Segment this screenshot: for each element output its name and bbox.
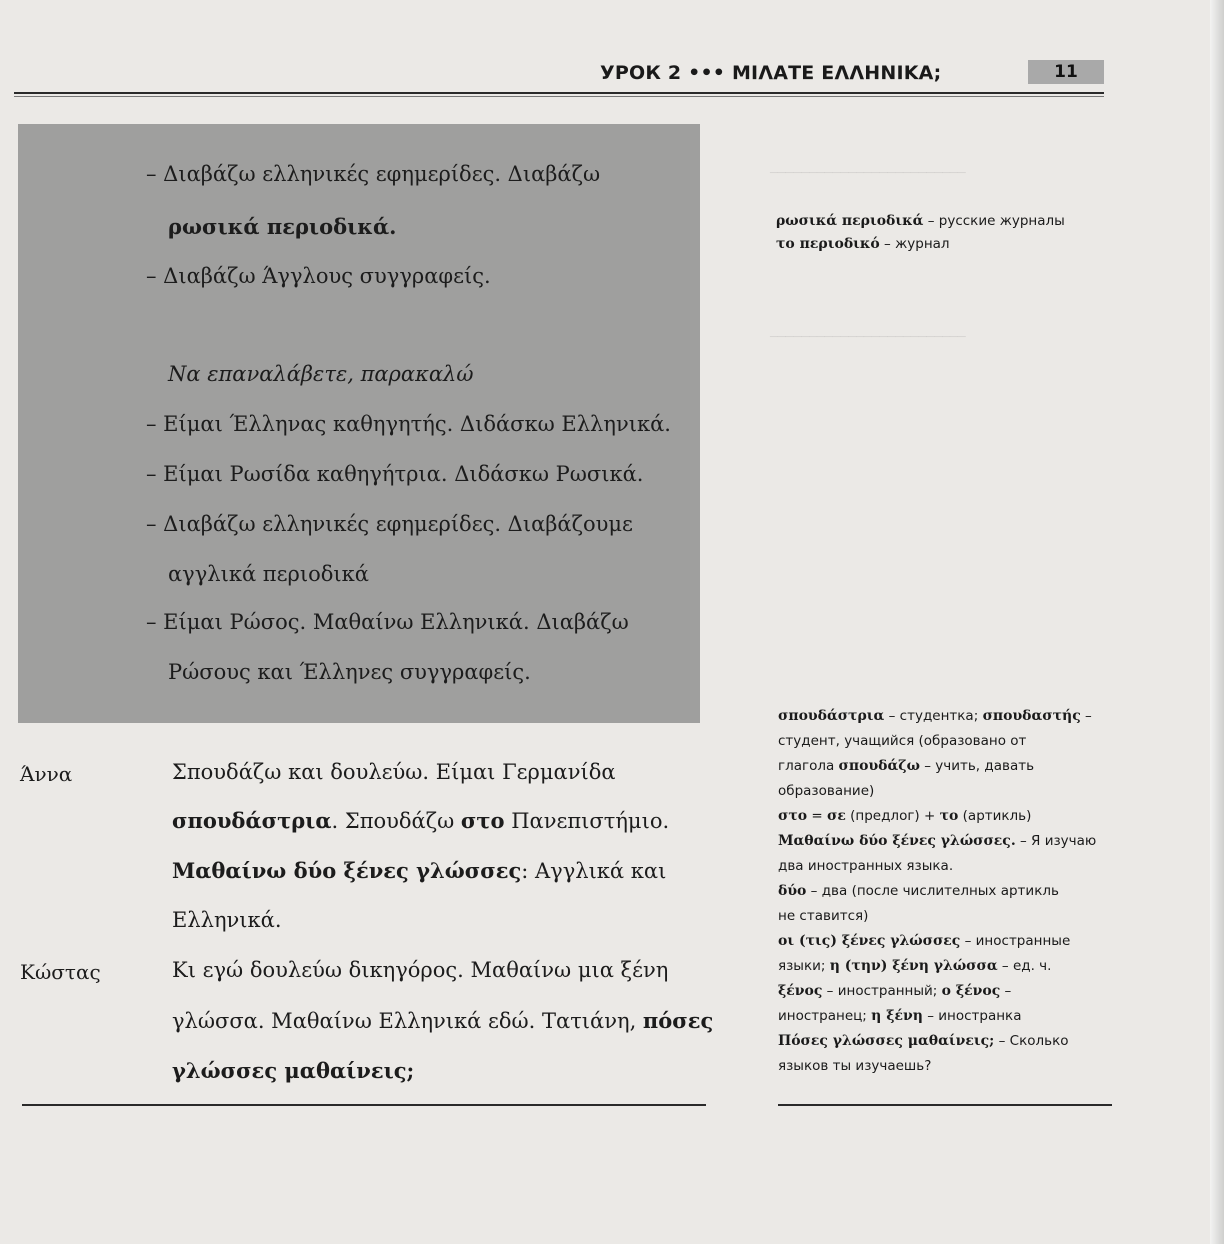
note-bottom-3: глагола σπουδάζω – учить, давать: [778, 758, 1035, 774]
note-bottom-1: σπουδάστρια – студентка; σπουδαστής –: [778, 708, 1092, 724]
note-bottom-14: Πόσες γλώσσες μαθαίνεις; – Сколько: [778, 1033, 1069, 1049]
dialogue-line-5: Κι εγώ δουλεύω δικηγόρος. Μαθαίνω μια ξένη: [172, 958, 669, 982]
box-line-10: Ρώσους και Έλληνες συγγραφείς.: [168, 660, 531, 684]
note-bottom-15: языков ты изучаешь?: [778, 1058, 932, 1074]
box-line-8: αγγλικά περιοδικά: [168, 562, 369, 586]
box-line-3: – Διαβάζω Άγγλους συγγραφείς.: [146, 264, 491, 288]
speaker-anna: Άννα: [20, 762, 73, 786]
box-line-2: ρωσικά περιοδικά.: [168, 214, 397, 239]
dialogue-line-6: γλώσσα. Μαθαίνω Ελληνικά εδώ. Τατιάνη, πόσες: [172, 1008, 714, 1033]
note-bottom-8: δύο – два (после числителных артикль: [778, 883, 1059, 899]
note-bottom-13: иностранец; η ξένη – иностранка: [778, 1008, 1022, 1024]
note-bottom-7: два иностранных языка.: [778, 858, 954, 874]
note-bottom-2: студент, учащийся (образовано от: [778, 733, 1027, 749]
note-top-1: ρωσικά περιοδικά – русские журналы: [776, 213, 1065, 229]
note-bottom-6: Μαθαίνω δύο ξένες γλώσσες. – Я изучаю: [778, 833, 1097, 849]
note-bottom-5: στο = σε (предлог) + το (артикль): [778, 808, 1032, 824]
note-top-2: το περιοδικό – журнал: [776, 236, 950, 252]
page-header-title: УРОК 2 ••• ΜΙΛΑΤΕ ΕΛΛΗΝΙΚΑ;: [600, 62, 942, 84]
bleed-through-text: ─────────────────────────: [770, 166, 966, 181]
note-bottom-9: не ставится): [778, 908, 869, 924]
bottom-rule-right: [778, 1104, 1112, 1106]
dialogue-line-7: γλώσσες μαθαίνεις;: [172, 1058, 415, 1083]
box-line-6: – Είμαι Ρωσίδα καθηγήτρια. Διδάσκω Ρωσικά.: [146, 462, 644, 486]
note-bottom-10: οι (τις) ξένες γλώσσες – иностранные: [778, 933, 1071, 949]
note-bottom-11: языки; η (την) ξένη γλώσσα – ед. ч.: [778, 958, 1052, 974]
speaker-kostas: Κώστας: [20, 960, 101, 984]
bleed-through-text: ─────────────────────────: [770, 330, 966, 345]
box-line-9: – Είμαι Ρώσος. Μαθαίνω Ελληνικά. Διαβάζω: [146, 610, 629, 634]
box-subheading: Να επαναλάβετε, παρακαλώ: [168, 362, 474, 386]
dialogue-line-2: σπουδάστρια. Σπουδάζω στο Πανεπιστήμιο.: [172, 808, 670, 833]
bottom-rule-left: [22, 1104, 706, 1106]
dialogue-line-3: Μαθαίνω δύο ξένες γλώσσες: Αγγλικά και: [172, 858, 667, 883]
page-edge: [1210, 0, 1224, 1244]
dialogue-line-4: Ελληνικά.: [172, 908, 282, 932]
note-bottom-12: ξένος – иностранный; ο ξένος –: [778, 983, 1012, 999]
header-rule-thin: [14, 96, 1104, 97]
box-line-7: – Διαβάζω ελληνικές εφημερίδες. Διαβάζουμε: [146, 512, 633, 536]
dialogue-line-1: Σπουδάζω και δουλεύω. Είμαι Γερμανίδα: [172, 760, 616, 784]
note-bottom-4: образование): [778, 783, 875, 799]
header-rule: [14, 92, 1104, 94]
page-number: 11: [1028, 60, 1104, 84]
box-line-1: – Διαβάζω ελληνικές εφημερίδες. Διαβάζω: [146, 162, 601, 186]
box-line-5: – Είμαι Έλληνας καθηγητής. Διδάσκω Ελληνικά.: [146, 412, 671, 436]
